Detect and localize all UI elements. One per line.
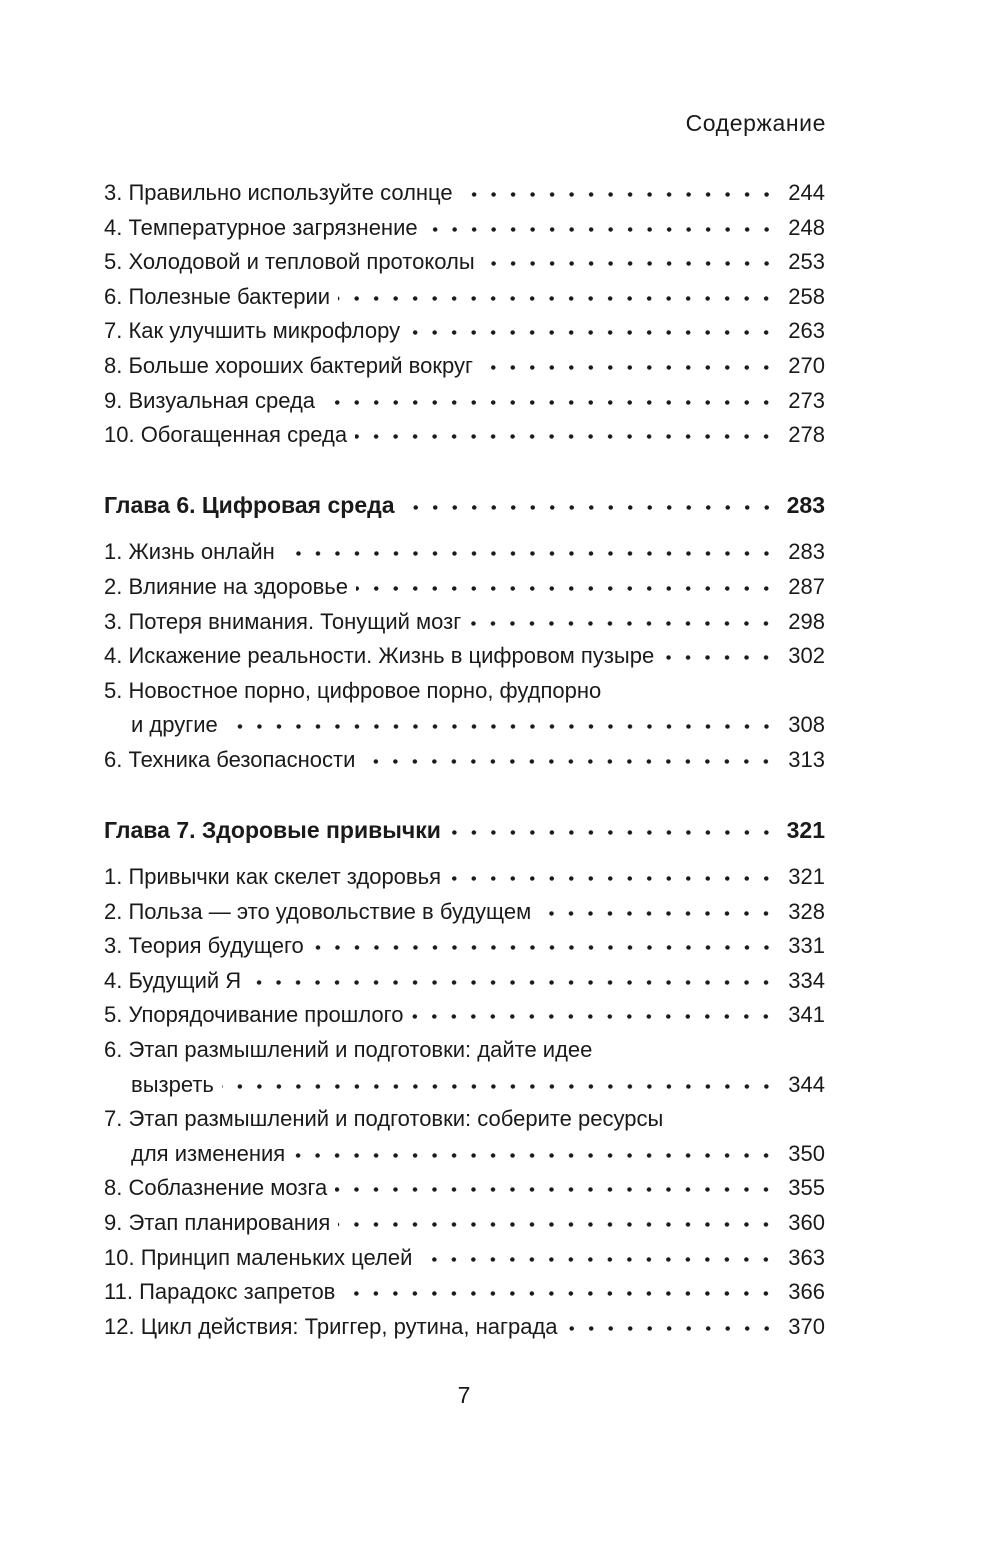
toc-entry-title-first-line[interactable]: 5. Новостное порно, цифровое порно, фудпорно (104, 677, 602, 703)
toc-entry[interactable] (104, 1310, 825, 1345)
toc-entry-page: 360 (788, 1210, 825, 1236)
toc-entry-page: 334 (788, 967, 825, 993)
toc-entry[interactable] (104, 1206, 825, 1241)
toc-entry-title: 5. Упорядочивание прошлого (104, 1002, 404, 1028)
toc-entry[interactable] (104, 176, 825, 211)
toc-entry-title-first-line[interactable]: 6. Этап размышлений и подготовки: дайте идее (104, 1037, 593, 1063)
toc-chapter-heading[interactable] (104, 813, 825, 848)
toc-entry-title: 8. Больше хороших бактерий вокруг (104, 352, 473, 378)
toc-entry-page: 313 (788, 746, 825, 772)
toc-entry[interactable] (104, 1275, 825, 1310)
dot-leader (408, 330, 776, 335)
toc-entry-title-first-line[interactable]: 7. Этап размышлений и подготовки: соберите ресурсы (104, 1106, 664, 1132)
toc-entry-title: 6. Полезные бактерии (104, 283, 331, 309)
dot-leader (481, 365, 776, 370)
toc-entry-title: 3. Потеря внимания. Тонущий мозг (104, 608, 462, 634)
toc-entry-page: 283 (788, 539, 825, 565)
chapter-page: 283 (786, 491, 825, 518)
toc-entry-title: 11. Парадокс запретов (104, 1279, 336, 1305)
chapter-page: 321 (786, 816, 825, 843)
toc-entry-title: 4. Температурное загрязнение (104, 214, 418, 240)
toc-entry-page: 341 (788, 1002, 825, 1028)
toc-entry-page: 270 (788, 352, 825, 378)
toc-entry-page: 302 (788, 643, 825, 669)
dot-leader (335, 1187, 776, 1192)
toc-entry-title: 5. Холодовой и тепловой протоколы (104, 249, 475, 275)
toc-entry[interactable] (104, 211, 825, 246)
dot-leader (420, 1257, 776, 1262)
toc-entry[interactable] (104, 570, 825, 605)
dot-leader (426, 227, 776, 232)
dot-leader (449, 876, 776, 881)
toc-entry-page: 350 (788, 1140, 825, 1166)
dot-leader (283, 551, 776, 556)
toc-entry[interactable] (104, 743, 825, 778)
toc-entry[interactable] (104, 1137, 825, 1172)
dot-leader (312, 945, 776, 950)
toc-entry-title: 9. Этап планирования (104, 1210, 331, 1236)
toc-entry-page: 253 (788, 249, 825, 275)
toc-entry-title: 1. Жизнь онлайн (104, 539, 275, 565)
toc-entry[interactable] (104, 314, 825, 349)
dot-leader (449, 830, 776, 835)
dot-leader (483, 261, 776, 266)
dot-leader (363, 759, 776, 764)
toc-entry-page: 344 (788, 1071, 825, 1097)
toc-entry-page: 287 (788, 573, 825, 599)
toc-entry-title: 4. Будущий Я (104, 967, 242, 993)
dot-leader (403, 505, 776, 510)
dot-leader (343, 1291, 776, 1296)
toc-entry-page: 278 (788, 422, 825, 448)
dot-leader (411, 1014, 776, 1019)
toc-entry-title: 10. Принцип маленьких целей (104, 1244, 413, 1270)
toc-entry-page: 331 (788, 933, 825, 959)
toc-entry-title: 4. Искажение реальности. Жизнь в цифровом пузыре (104, 643, 655, 669)
dot-leader (355, 434, 776, 439)
toc-entry-title-continuation: вызреть (131, 1071, 214, 1097)
dot-leader (356, 586, 776, 591)
toc-entry-title: 2. Польза — это удовольствие в будущем (104, 898, 532, 924)
dot-leader (323, 400, 776, 405)
toc-entry-page: 273 (788, 387, 825, 413)
toc-entry-page: 321 (788, 864, 825, 890)
toc-entry[interactable] (104, 535, 825, 570)
toc-entry-page: 244 (788, 180, 825, 205)
toc-entry-page: 366 (788, 1279, 825, 1305)
dot-leader (461, 192, 776, 197)
dot-leader (249, 980, 776, 985)
toc-entry-title: 6. Техника безопасности (104, 746, 356, 772)
dot-leader (662, 655, 776, 660)
toc-entry[interactable] (104, 280, 825, 315)
toc-entry[interactable] (104, 349, 825, 384)
toc-entry-page: 248 (788, 214, 825, 240)
toc-entry-page: 258 (788, 283, 825, 309)
dot-leader (226, 724, 776, 729)
dot-leader (469, 621, 776, 626)
dot-leader (222, 1084, 776, 1089)
chapter-title: Глава 6. Цифровая среда (104, 491, 395, 518)
toc-entry-page: 363 (788, 1244, 825, 1270)
chapter-title: Глава 7. Здоровые привычки (104, 816, 441, 843)
toc-entry-title: 3. Правильно используйте солнце (104, 180, 453, 205)
toc-entry[interactable] (104, 895, 825, 930)
toc-entry-title: 8. Соблазнение мозга (104, 1175, 328, 1201)
dot-leader (539, 911, 776, 916)
toc-entry[interactable] (104, 1171, 825, 1206)
toc-entry-page: 355 (788, 1175, 825, 1201)
running-header: Содержание (685, 110, 826, 136)
toc-entry-title: 12. Цикл действия: Триггер, рутина, награда (104, 1313, 558, 1339)
toc-entry[interactable] (104, 639, 825, 674)
toc-entry-title: 7. Как улучшить микрофлору (104, 318, 401, 344)
dot-leader (566, 1326, 776, 1331)
toc-entry-page: 370 (788, 1313, 825, 1339)
toc-entry[interactable] (104, 418, 825, 453)
dot-leader (338, 1222, 776, 1227)
dot-leader (293, 1153, 776, 1158)
toc-entry-page: 308 (788, 712, 825, 738)
toc-entry-title: 2. Влияние на здоровье (104, 573, 348, 599)
toc-entry[interactable] (104, 1241, 825, 1276)
toc-entry-title-continuation: для изменения (131, 1140, 286, 1166)
toc-entry-title: 3. Теория будущего (104, 933, 304, 959)
toc-entry[interactable] (104, 1068, 825, 1103)
toc-entry-title-continuation: и другие (131, 712, 218, 738)
toc-entry-title: 1. Привычки как скелет здоровья (104, 864, 441, 890)
toc-entry[interactable] (104, 998, 825, 1033)
toc-entry[interactable] (104, 860, 825, 895)
toc-entry-page: 328 (788, 898, 825, 924)
toc-entry[interactable] (104, 605, 825, 640)
toc-entry[interactable] (104, 384, 825, 419)
toc-entry-title: 9. Визуальная среда (104, 387, 316, 413)
page-number: 7 (457, 1382, 471, 1408)
table-of-contents (104, 176, 825, 1344)
toc-entry[interactable] (104, 708, 825, 743)
toc-entry[interactable] (104, 964, 825, 999)
toc-entry-page: 298 (788, 608, 825, 634)
toc-entry-title: 10. Обогащенная среда (104, 422, 348, 448)
toc-entry[interactable] (104, 245, 825, 280)
toc-entry[interactable] (104, 929, 825, 964)
toc-entry-page: 263 (788, 318, 825, 344)
dot-leader (338, 296, 776, 301)
toc-chapter-heading[interactable] (104, 488, 825, 523)
